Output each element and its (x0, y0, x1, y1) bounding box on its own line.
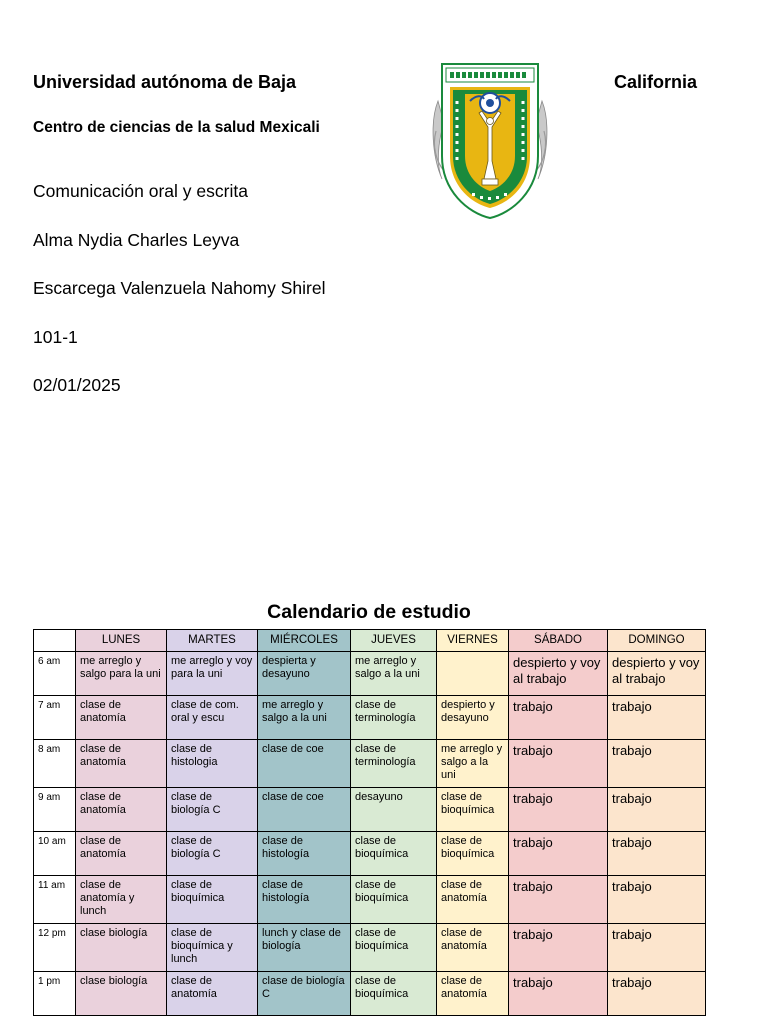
table-cell: clase de bioquímica (351, 876, 437, 924)
table-cell: me arreglo y salgo a la uni (258, 696, 351, 740)
table-row (34, 924, 706, 972)
table-cell: clase de coe (258, 788, 351, 832)
table-cell: clase de bioquímica (351, 972, 437, 1016)
time-cell: 10 am (34, 832, 76, 876)
student-name: Escarcega Valenzuela Nahomy Shirel (33, 278, 326, 298)
group-number: 101-1 (33, 327, 78, 347)
table-cell: clase de anatomía (437, 876, 509, 924)
header-viernes: VIERNES (437, 630, 509, 652)
table-cell: me arreglo y salgo a la uni (437, 740, 509, 788)
table-cell (437, 652, 509, 696)
table-cell: trabajo (509, 696, 608, 740)
time-cell: 9 am (34, 788, 76, 832)
table-cell: clase de anatomía (437, 972, 509, 1016)
table-header-row (34, 630, 706, 652)
table-row (34, 876, 706, 924)
table-cell: despierto y voy al trabajo (608, 652, 706, 696)
table-cell: trabajo (608, 832, 706, 876)
table-cell: trabajo (608, 696, 706, 740)
table-cell: clase de bioquímica (351, 924, 437, 972)
table-cell: despierto y voy al trabajo (509, 652, 608, 696)
table-cell: trabajo (608, 972, 706, 1016)
header-time (34, 630, 76, 652)
table-cell: clase de bioquímica (437, 832, 509, 876)
table-cell: trabajo (509, 972, 608, 1016)
university-name-left: Universidad autónoma de Baja (33, 72, 297, 92)
table-cell: me arreglo y salgo a la uni (351, 652, 437, 696)
table-cell: clase biología (76, 972, 167, 1016)
table-cell: trabajo (509, 832, 608, 876)
uabc-shield-logo-icon (432, 61, 548, 221)
table-cell: trabajo (509, 924, 608, 972)
table-cell: trabajo (608, 788, 706, 832)
header-jueves: JUEVES (351, 630, 437, 652)
table-cell: lunch y clase de biología (258, 924, 351, 972)
table-row (34, 652, 706, 696)
study-schedule-table (33, 629, 706, 1016)
table-cell: clase de anatomía (76, 788, 167, 832)
table-cell: me arreglo y salgo para la uni (76, 652, 167, 696)
table-cell: trabajo (608, 924, 706, 972)
table-cell: clase de bioquímica (351, 832, 437, 876)
table-cell: trabajo (509, 876, 608, 924)
table-row (34, 972, 706, 1016)
table-cell: clase de bioquímica y lunch (167, 924, 258, 972)
table-row (34, 740, 706, 788)
time-cell: 8 am (34, 740, 76, 788)
table-cell: trabajo (509, 788, 608, 832)
table-cell: clase de histología (258, 876, 351, 924)
table-cell: clase de bioquímica (437, 788, 509, 832)
header-lunes: LUNES (76, 630, 167, 652)
table-cell: clase de anatomía (76, 740, 167, 788)
table-cell: me arreglo y voy para la uni (167, 652, 258, 696)
header-domingo: DOMINGO (608, 630, 706, 652)
header-miercoles: MIÉRCOLES (258, 630, 351, 652)
subject-name: Comunicación oral y escrita (33, 181, 248, 201)
table-row (34, 788, 706, 832)
table-cell: clase de biología C (167, 788, 258, 832)
table-cell: clase de biología C (258, 972, 351, 1016)
table-cell: trabajo (608, 740, 706, 788)
table-cell: clase de biología C (167, 832, 258, 876)
university-name-right: California (614, 72, 698, 92)
table-cell: clase de histologia (167, 740, 258, 788)
table-cell: clase de anatomía (437, 924, 509, 972)
table-cell: despierto y desayuno (437, 696, 509, 740)
health-sciences-center: Centro de ciencias de la salud Mexicali (33, 119, 320, 136)
document-date: 02/01/2025 (33, 375, 121, 395)
table-cell: clase de anatomía (76, 832, 167, 876)
time-cell: 1 pm (34, 972, 76, 1016)
table-cell: clase de terminología (351, 740, 437, 788)
table-cell: trabajo (509, 740, 608, 788)
table-row (34, 696, 706, 740)
schedule-title: Calendario de estudio (267, 601, 471, 623)
table-cell: clase biología (76, 924, 167, 972)
time-cell: 11 am (34, 876, 76, 924)
header-martes: MARTES (167, 630, 258, 652)
table-cell: clase de com. oral y escu (167, 696, 258, 740)
table-row (34, 832, 706, 876)
teacher-name: Alma Nydia Charles Leyva (33, 230, 240, 250)
table-cell: clase de anatomía (167, 972, 258, 1016)
table-cell: clase de coe (258, 740, 351, 788)
table-cell: clase de terminología (351, 696, 437, 740)
table-cell: clase de anatomía (76, 696, 167, 740)
table-cell: trabajo (608, 876, 706, 924)
table-cell: desayuno (351, 788, 437, 832)
table-cell: clase de bioquímica (167, 876, 258, 924)
table-cell: despierta y desayuno (258, 652, 351, 696)
table-cell: clase de anatomía y lunch (76, 876, 167, 924)
time-cell: 12 pm (34, 924, 76, 972)
time-cell: 7 am (34, 696, 76, 740)
table-cell: clase de histología (258, 832, 351, 876)
time-cell: 6 am (34, 652, 76, 696)
header-sabado: SÁBADO (509, 630, 608, 652)
